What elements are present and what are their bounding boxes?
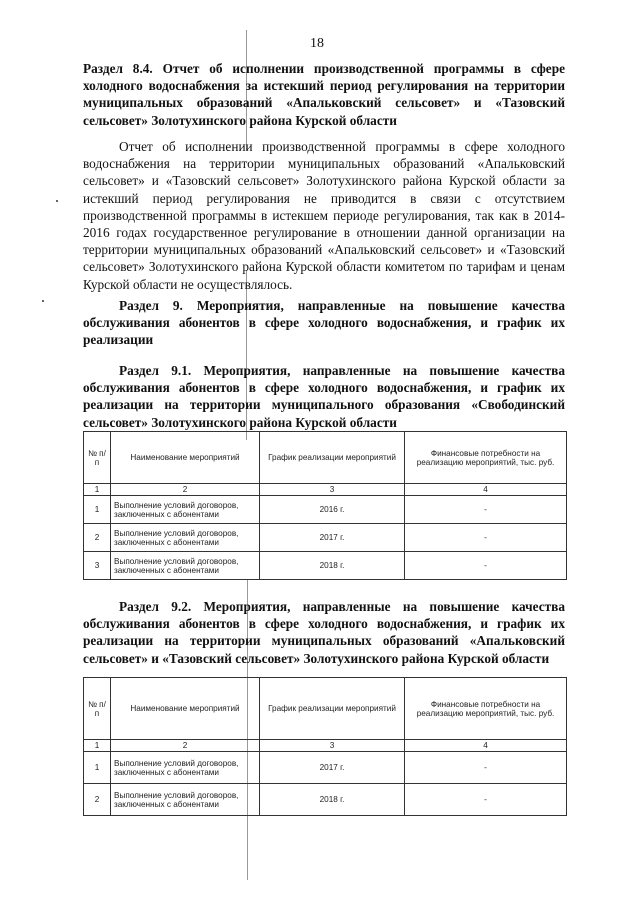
table-9-2 <box>83 677 567 816</box>
row-finance: - <box>405 524 567 552</box>
row-schedule: 2017 г. <box>260 752 405 784</box>
row-schedule: 2016 г. <box>260 496 405 524</box>
table-row <box>84 552 567 580</box>
row-finance: - <box>405 552 567 580</box>
row-schedule: 2018 г. <box>260 784 405 816</box>
row-name: Выполнение условий договоров, заключенных с абонентами <box>111 496 260 524</box>
page-number: 18 <box>310 36 324 51</box>
header-name: Наименование мероприятий <box>111 432 260 484</box>
header-name: Наименование мероприятий <box>111 678 260 740</box>
colnum-cell: 1 <box>84 740 111 752</box>
table-colnum-row <box>84 740 567 752</box>
colnum-cell: 2 <box>111 740 260 752</box>
header-finance: Финансовые потребности на реализацию мероприятий, тыс. руб. <box>405 432 567 484</box>
row-name: Выполнение условий договоров, заключенных с абонентами <box>111 524 260 552</box>
row-number: 2 <box>84 784 111 816</box>
row-number: 1 <box>84 496 111 524</box>
table-9-1 <box>83 431 567 580</box>
row-number: 1 <box>84 752 111 784</box>
row-finance: - <box>405 496 567 524</box>
section-8-4-heading: Раздел 8.4. Отчет об исполнении производственной программы в сфере холодного водоснабжения за истекший период регулирования на территории муниципальных образований «Апальковский сельсовет» и «Тазовский сельсовет» Золотухинского района Курской области <box>83 61 565 128</box>
table-row <box>84 752 567 784</box>
row-schedule: 2018 г. <box>260 552 405 580</box>
section-9-2-heading: Раздел 9.2. Мероприятия, направленные на повышение качества обслуживания абонентов в сфере холодного водоснабжения, и график их реализации на территории муниципальных образований «Апальковский сельсовет» и «Тазовский сельсовет» Золотухинского района Курской области <box>83 599 565 666</box>
table-header-row <box>84 678 567 740</box>
table-row <box>84 496 567 524</box>
header-number: № п/п <box>84 678 111 740</box>
colnum-cell: 1 <box>84 484 111 496</box>
row-schedule: 2017 г. <box>260 524 405 552</box>
row-name: Выполнение условий договоров, заключенных с абонентами <box>111 552 260 580</box>
table-colnum-row <box>84 484 567 496</box>
row-name: Выполнение условий договоров, заключенных с абонентами <box>111 784 260 816</box>
scan-speck <box>42 300 44 302</box>
row-number: 2 <box>84 524 111 552</box>
header-number: № п/п <box>84 432 111 484</box>
table-row <box>84 524 567 552</box>
row-number: 3 <box>84 552 111 580</box>
header-finance: Финансовые потребности на реализацию мероприятий, тыс. руб. <box>405 678 567 740</box>
colnum-cell: 3 <box>260 740 405 752</box>
colnum-cell: 3 <box>260 484 405 496</box>
section-9-1-heading: Раздел 9.1. Мероприятия, направленные на повышение качества обслуживания абонентов в сфере холодного водоснабжения, и график их реализации на территории муниципального образования «Свободинский сельсовет» Золотухинского района Курской области <box>83 363 565 430</box>
table-header-row <box>84 432 567 484</box>
colnum-cell: 4 <box>405 740 567 752</box>
table-row <box>84 784 567 816</box>
row-finance: - <box>405 784 567 816</box>
colnum-cell: 2 <box>111 484 260 496</box>
section-9-heading: Раздел 9. Мероприятия, направленные на повышение качества обслуживания абонентов в сфере холодного водоснабжения, и график их реализации <box>83 298 565 348</box>
scan-speck <box>56 200 58 202</box>
row-finance: - <box>405 752 567 784</box>
section-8-4-paragraph: Отчет об исполнении производственной программы в сфере холодного водоснабжения на территории муниципальных образований «Апальковский сельсовет» и «Тазовский сельсовет» Золотухинского района Курской области за истекший период регулирования не приводится в связи с отсутствием производственной программы в истекшем периоде регулирования, так как в 2014-2016 годах государственное регулирование в отношении данной организации на территории муниципальных образований «Апальковский сельсовет» и «Тазовский сельсовет» Золотухинского района Курской области комитетом по тарифам и ценам Курской области не осуществлялось. <box>83 139 565 292</box>
row-name: Выполнение условий договоров, заключенных с абонентами <box>111 752 260 784</box>
colnum-cell: 4 <box>405 484 567 496</box>
header-schedule: График реализации мероприятий <box>260 432 405 484</box>
header-schedule: График реализации мероприятий <box>260 678 405 740</box>
